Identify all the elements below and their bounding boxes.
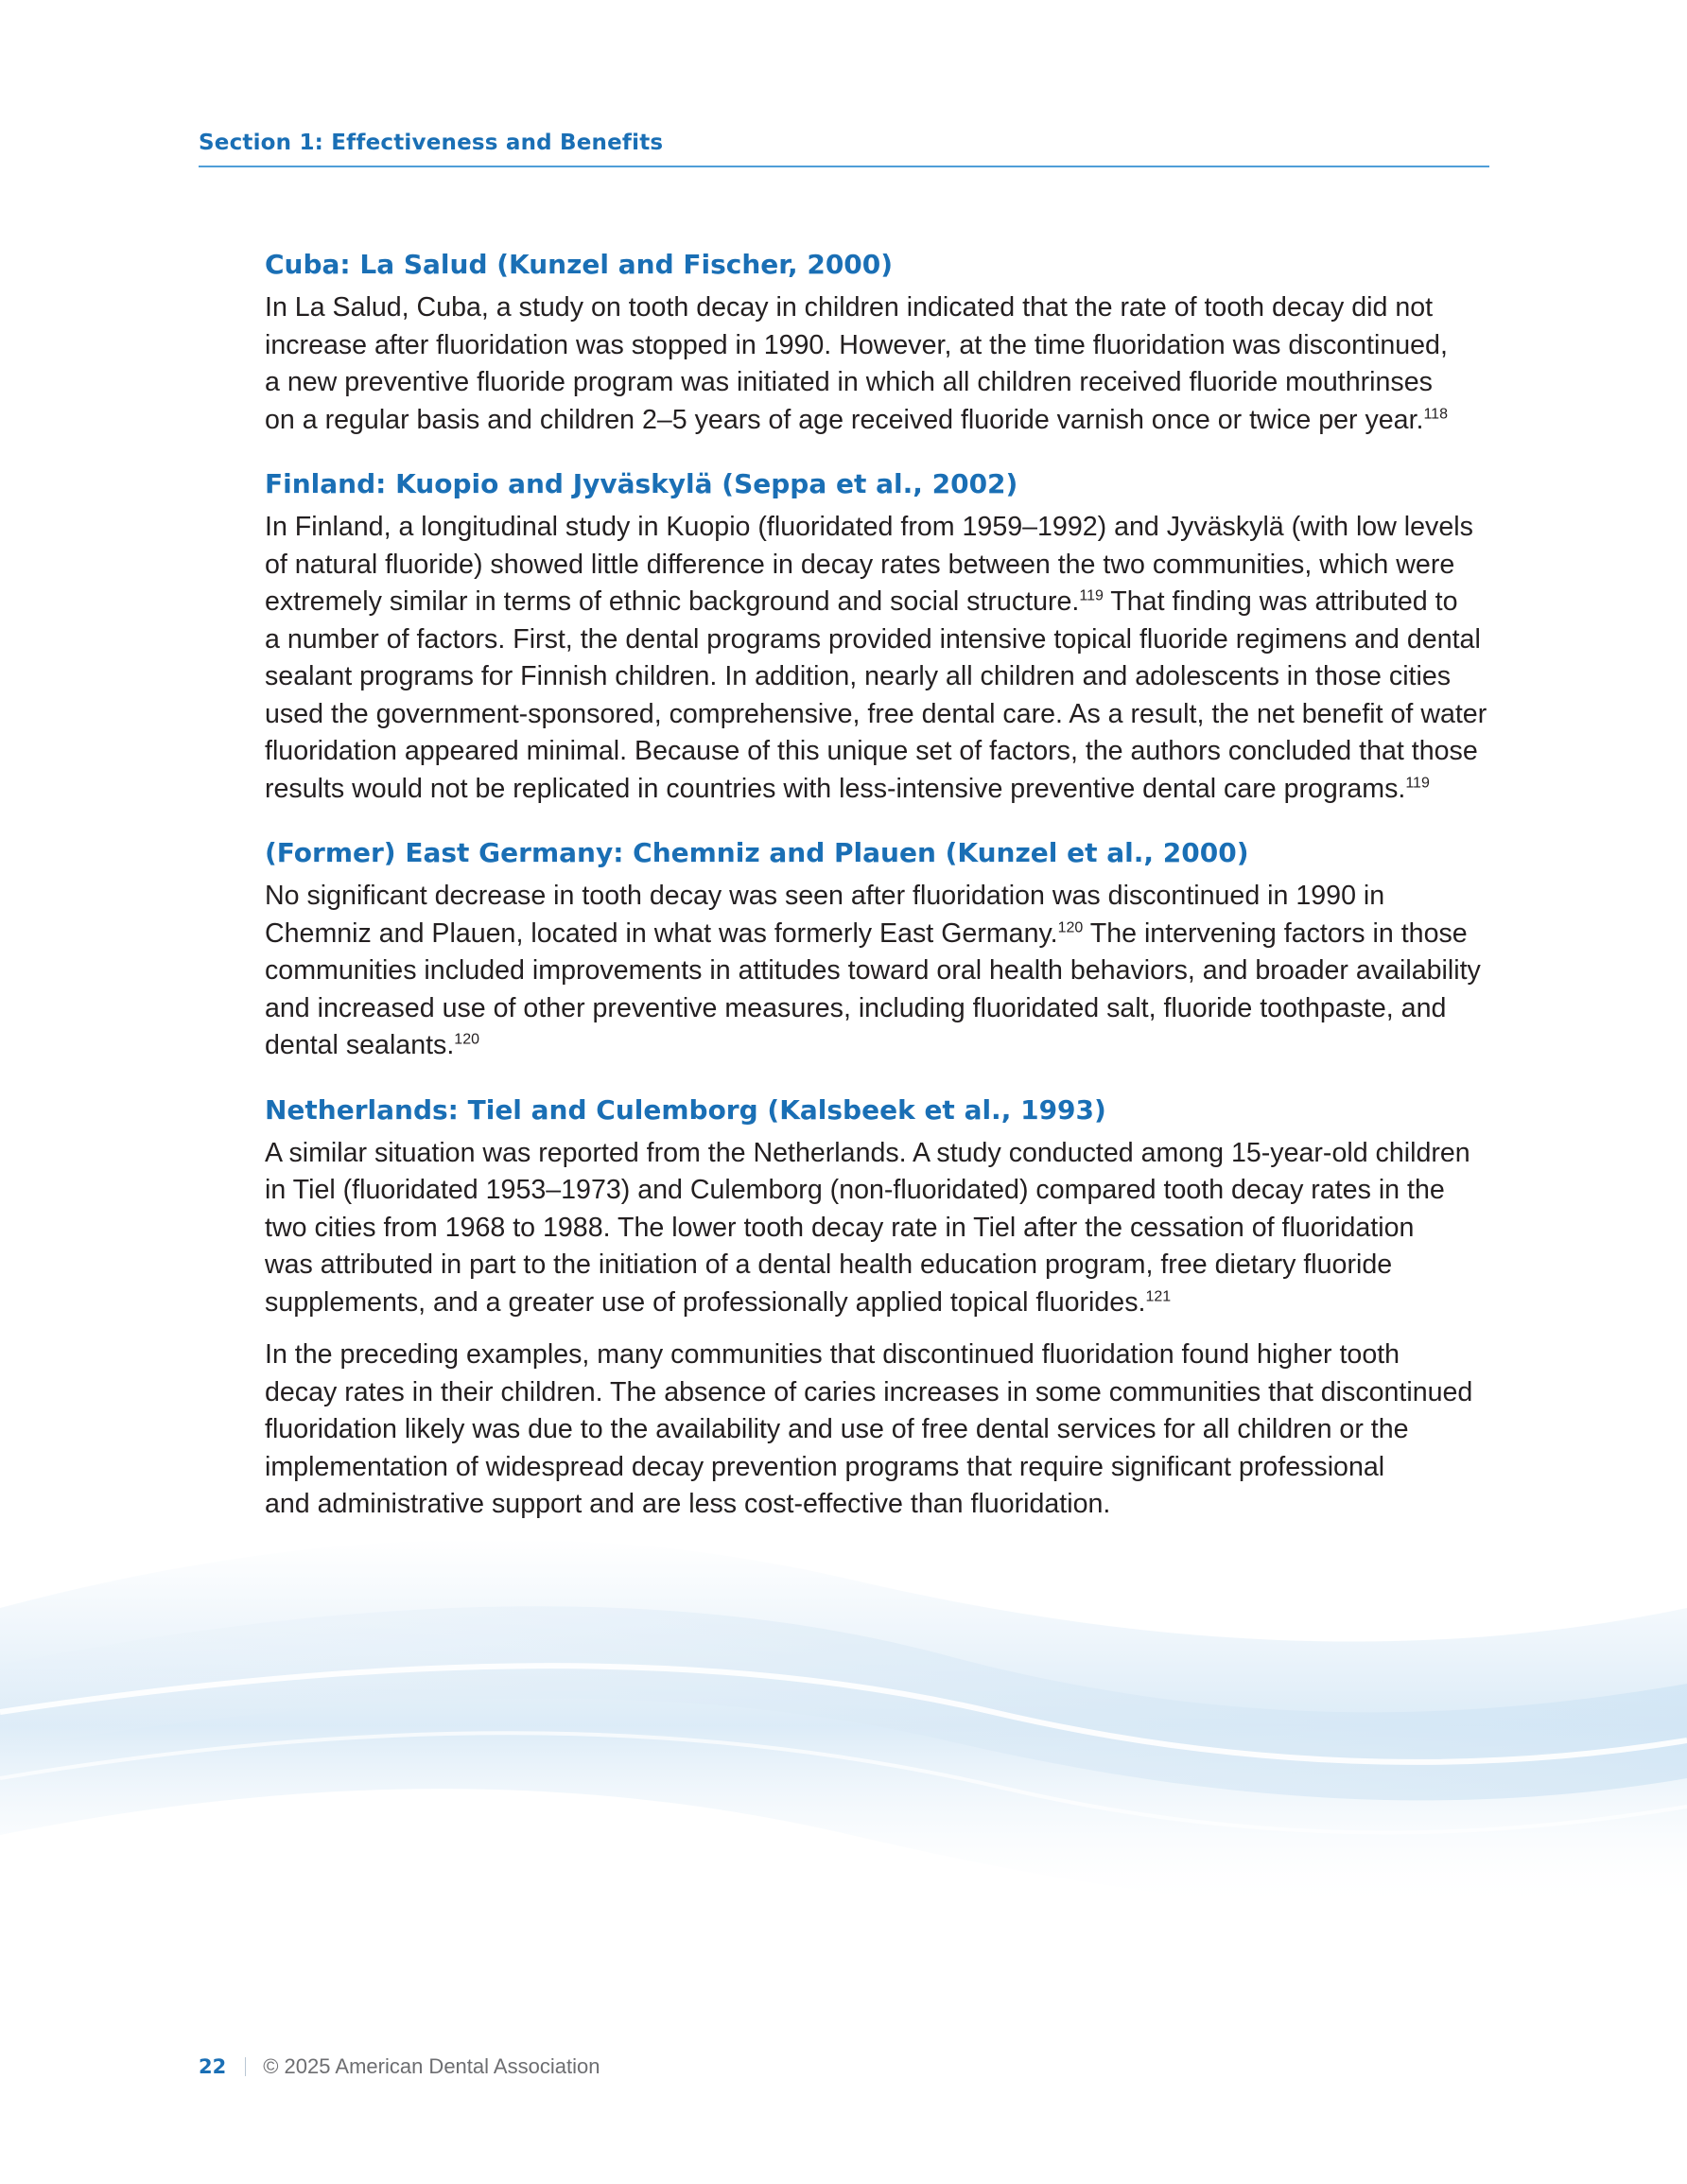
section-header: Section 1: Effectiveness and Benefits — [199, 131, 664, 155]
citation-ref: 119 — [1079, 587, 1104, 604]
section-title-east-germany: (Former) East Germany: Chemniz and Plauen (Kunzel et al., 2000) — [265, 837, 1249, 868]
paragraph-conclusion: In the preceding examples, many communities that discontinued fluoridation found higher tooth decay rates in their children. The absence of caries increases in some communities that discontinued fluoridation likely was due to the availability and use of free dental services for all children or the implementation of widespread decay prevention programs that require significant professional and administrative support and are less cost-effective than fluoridation. — [265, 1339, 1473, 1519]
page-footer — [199, 2054, 600, 2079]
section-title-finland: Finland: Kuopio and Jyväskylä (Seppa et al., 2002) — [265, 468, 1018, 499]
paragraph-cuba: In La Salud, Cuba, a study on tooth decay in children indicated that the rate of tooth decay did not increase after fluoridation was stopped in 1990. However, at the time fluoridation was discontinued, a new preventive fluoride program was initiated in which all children received fluoride mouthrinses on a regular basis and children 2–5 years of age received fluoride varnish once or twice per year.$^{118}$ — [265, 292, 1448, 435]
citation-ref: 120 — [454, 1031, 479, 1048]
citation-ref: 118 — [1423, 405, 1448, 422]
citation-ref: 119 — [1405, 774, 1430, 791]
paragraph-netherlands: A similar situation was reported from the Netherlands. A study conducted among 15-year-old children in Tiel (fluoridated 1953–1973) and Culemborg (non-fluoridated) compared tooth decay rates in the two cities from 1968 to 1988. The lower tooth decay rate in Tiel after the cessation of fluoridation was attributed in part to the initiation of a dental health education program, free dietary fluoride supplements, and a greater use of professionally applied topical fluorides.$^{121}$ — [265, 1137, 1470, 1318]
footer-divider — [245, 2057, 246, 2076]
citation-ref: 121 — [1145, 1287, 1172, 1304]
main-content — [265, 248, 1494, 1552]
page-number: 22 — [199, 2055, 227, 2078]
citation-ref: 120 — [1057, 918, 1084, 935]
paragraph-finland: In Finland, a longitudinal study in Kuopio (fluoridated from 1959–1992) and Jyväskylä (with low levels of natural fluoride) showed little difference in decay rates between the two communities, which were extremely similar in terms of ethnic background and social structure.$^{119}$ That finding was attributed to a number of factors. First, the dental programs provided intensive topical fluoride regimens and dental sealant programs for Finnish children. In addition, nearly all children and adolescents in those cities used the government-sponsored, comprehensive, free dental care. As a result, the net benefit of water fluoridation appeared minimal. Because of this unique set of factors, the authors concluded that those results would not be replicated in countries with less-intensive preventive dental care programs.$^{119}$ — [265, 512, 1487, 804]
section-title-netherlands: Netherlands: Tiel and Culemborg (Kalsbeek et al., 1993) — [265, 1093, 1106, 1126]
section-title-cuba: Cuba: La Salud (Kunzel and Fischer, 2000) — [265, 249, 894, 280]
header-divider — [199, 166, 1489, 167]
wave-background — [0, 1494, 1687, 2062]
paragraph-east-germany: No significant decrease in tooth decay was seen after fluoridation was discontinued in 1990 in Chemniz and Plauen, located in what was formerly East Germany.$^{120}$ The intervening factors in those communities included improvements in attitudes toward oral health behaviors, and broader availability and increased use of other preventive measures, including fluoridated salt, fluoride toothpaste, and dental sealants.$^{120}$ — [265, 881, 1481, 1060]
copyright-text: © 2025 American Dental Association — [263, 2054, 600, 2078]
